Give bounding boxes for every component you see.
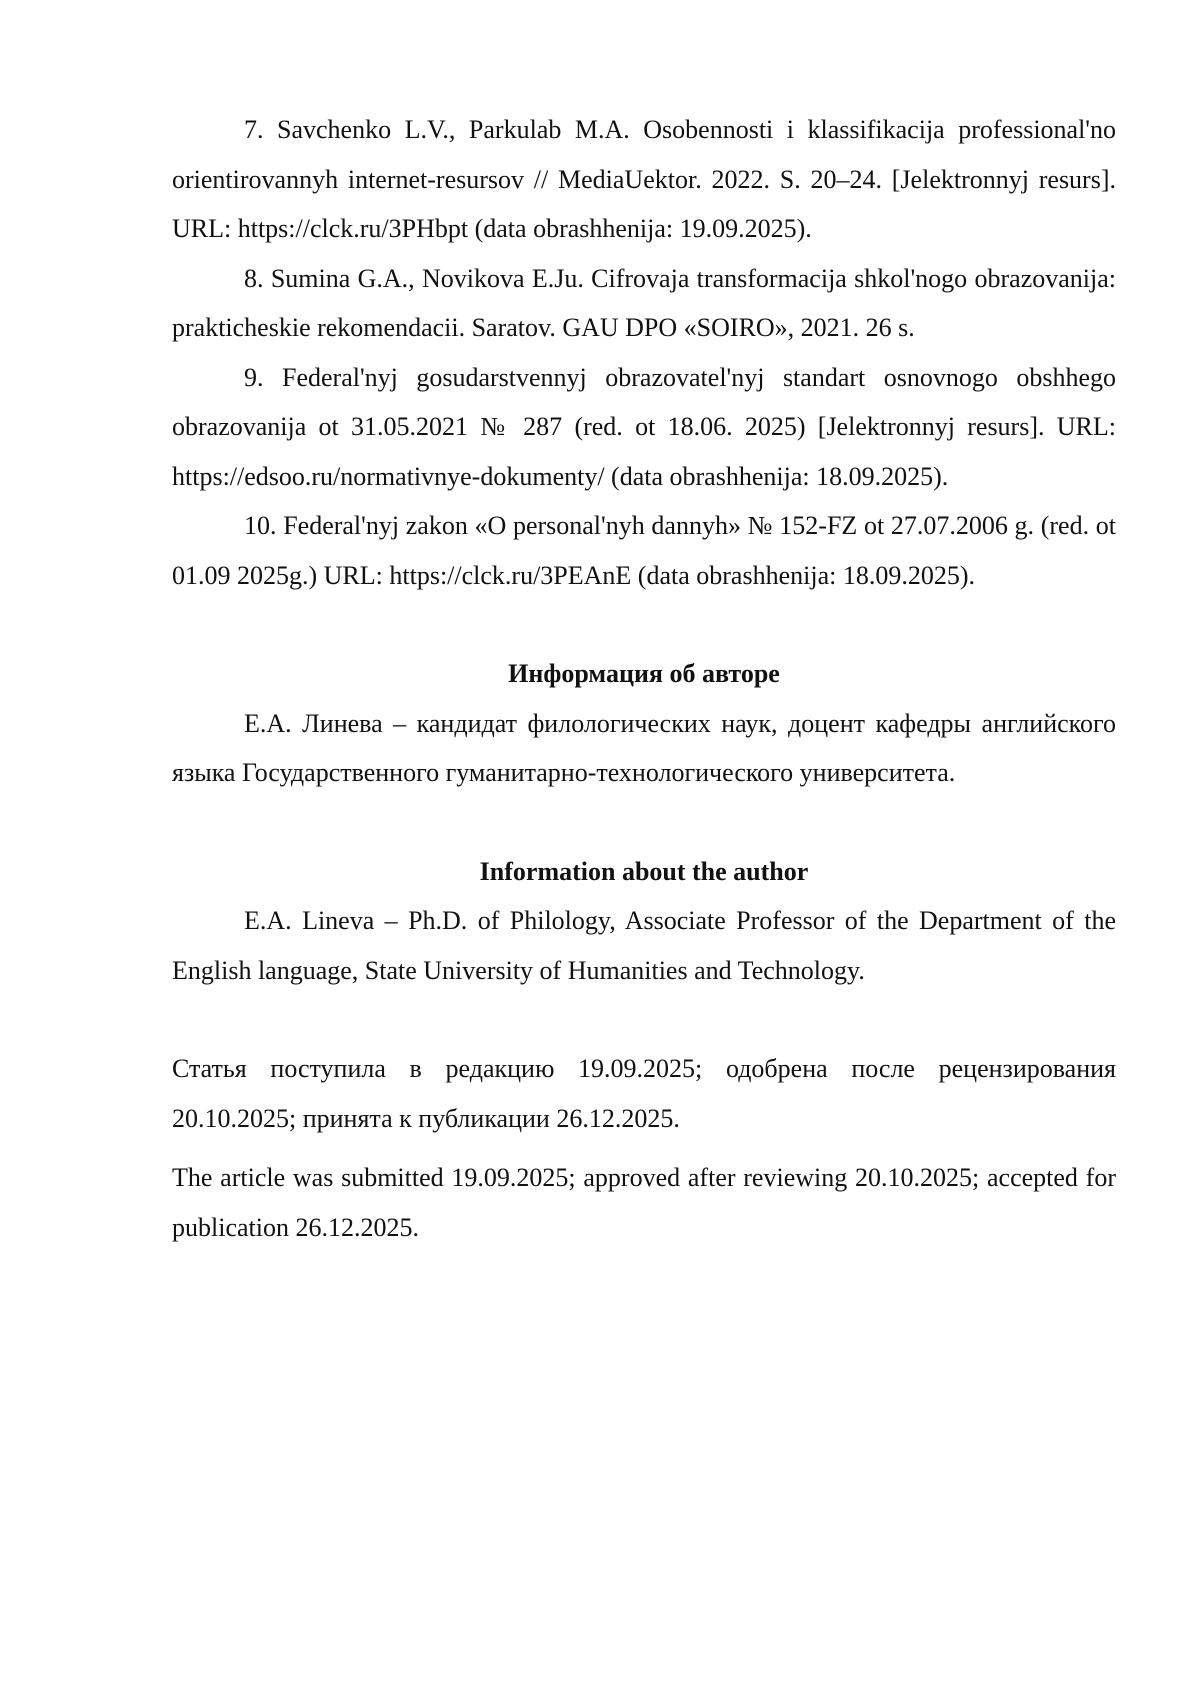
author-info-en (172, 847, 1116, 996)
reference-number: 10. (244, 511, 277, 540)
author-info-ru-heading: Информация об авторе (508, 659, 780, 688)
author-info-en-text: E.A. Lineva – Ph.D. of Philology, Associate Professor of the Department of the English language, State University of Humanities and Technology. (172, 906, 1116, 985)
author-info-ru-text: Е.А. Линева – кандидат филологических наук, доцент кафедры английского языка Государственного гуманитарно-технологического университета. (172, 708, 1116, 787)
reference-number: 8. (244, 263, 264, 293)
reference-item (172, 254, 1116, 353)
article-dates-en: The article was submitted 19.09.2025; approved after reviewing 20.10.2025; accepted for publication 26.12.2025. (172, 1163, 1116, 1242)
author-info-ru (172, 649, 1116, 798)
reference-text: Savchenko L.V., Parkulab M.A. Osobennosti i klassifikacija professional'no orientirovannyh internet-resursov // MediaUektor. 2022. S. 20–24. [Jelektronnyj resurs]. URL: https://clck.ru/3PHbpt (data obrashhenija: 19.09.2025). (172, 115, 1116, 243)
article-dates-ru: Статья поступила в редакцию 19.09.2025; одобрена после рецензирования 20.10.2025; принята к публикации 26.12.2025. (172, 1054, 1116, 1133)
reference-text: Sumina G.A., Novikova E.Ju. Cifrovaja transformacija shkol'nogo obrazovanija: prakticheskie rekomendacii. Saratov. GAU DPO «SOIRO», 2021. 26 s. (172, 263, 1116, 342)
reference-item (172, 501, 1116, 600)
reference-item (172, 353, 1116, 502)
reference-text: Federal'nyj zakon «O personal'nyh dannyh» № 152-FZ ot 27.07.2006 g. (red. ot 01.09 2025g.) URL: https://clck.ru/3PEAnE (data obrashhenija: 18.09.2025). (172, 511, 1116, 590)
author-info-en-heading: Information about the author (479, 856, 809, 886)
reference-list (172, 105, 1116, 600)
reference-number: 7. (244, 115, 264, 144)
reference-number: 9. (244, 362, 264, 392)
article-dates (172, 1044, 1116, 1252)
document-page (172, 105, 1116, 1252)
reference-text: Federal'nyj gosudarstvennyj obrazovatel'nyj standart osnovnogo obshhego obrazovanija ot 31.05.2021 № 287 (red. ot 18.06. 2025) [Jelektronnyj resurs]. URL: https://edsoo.ru/normativnye-dokumenty/ (data obrashhenija: 18.09.2025). (172, 362, 1117, 491)
reference-item (172, 105, 1116, 254)
